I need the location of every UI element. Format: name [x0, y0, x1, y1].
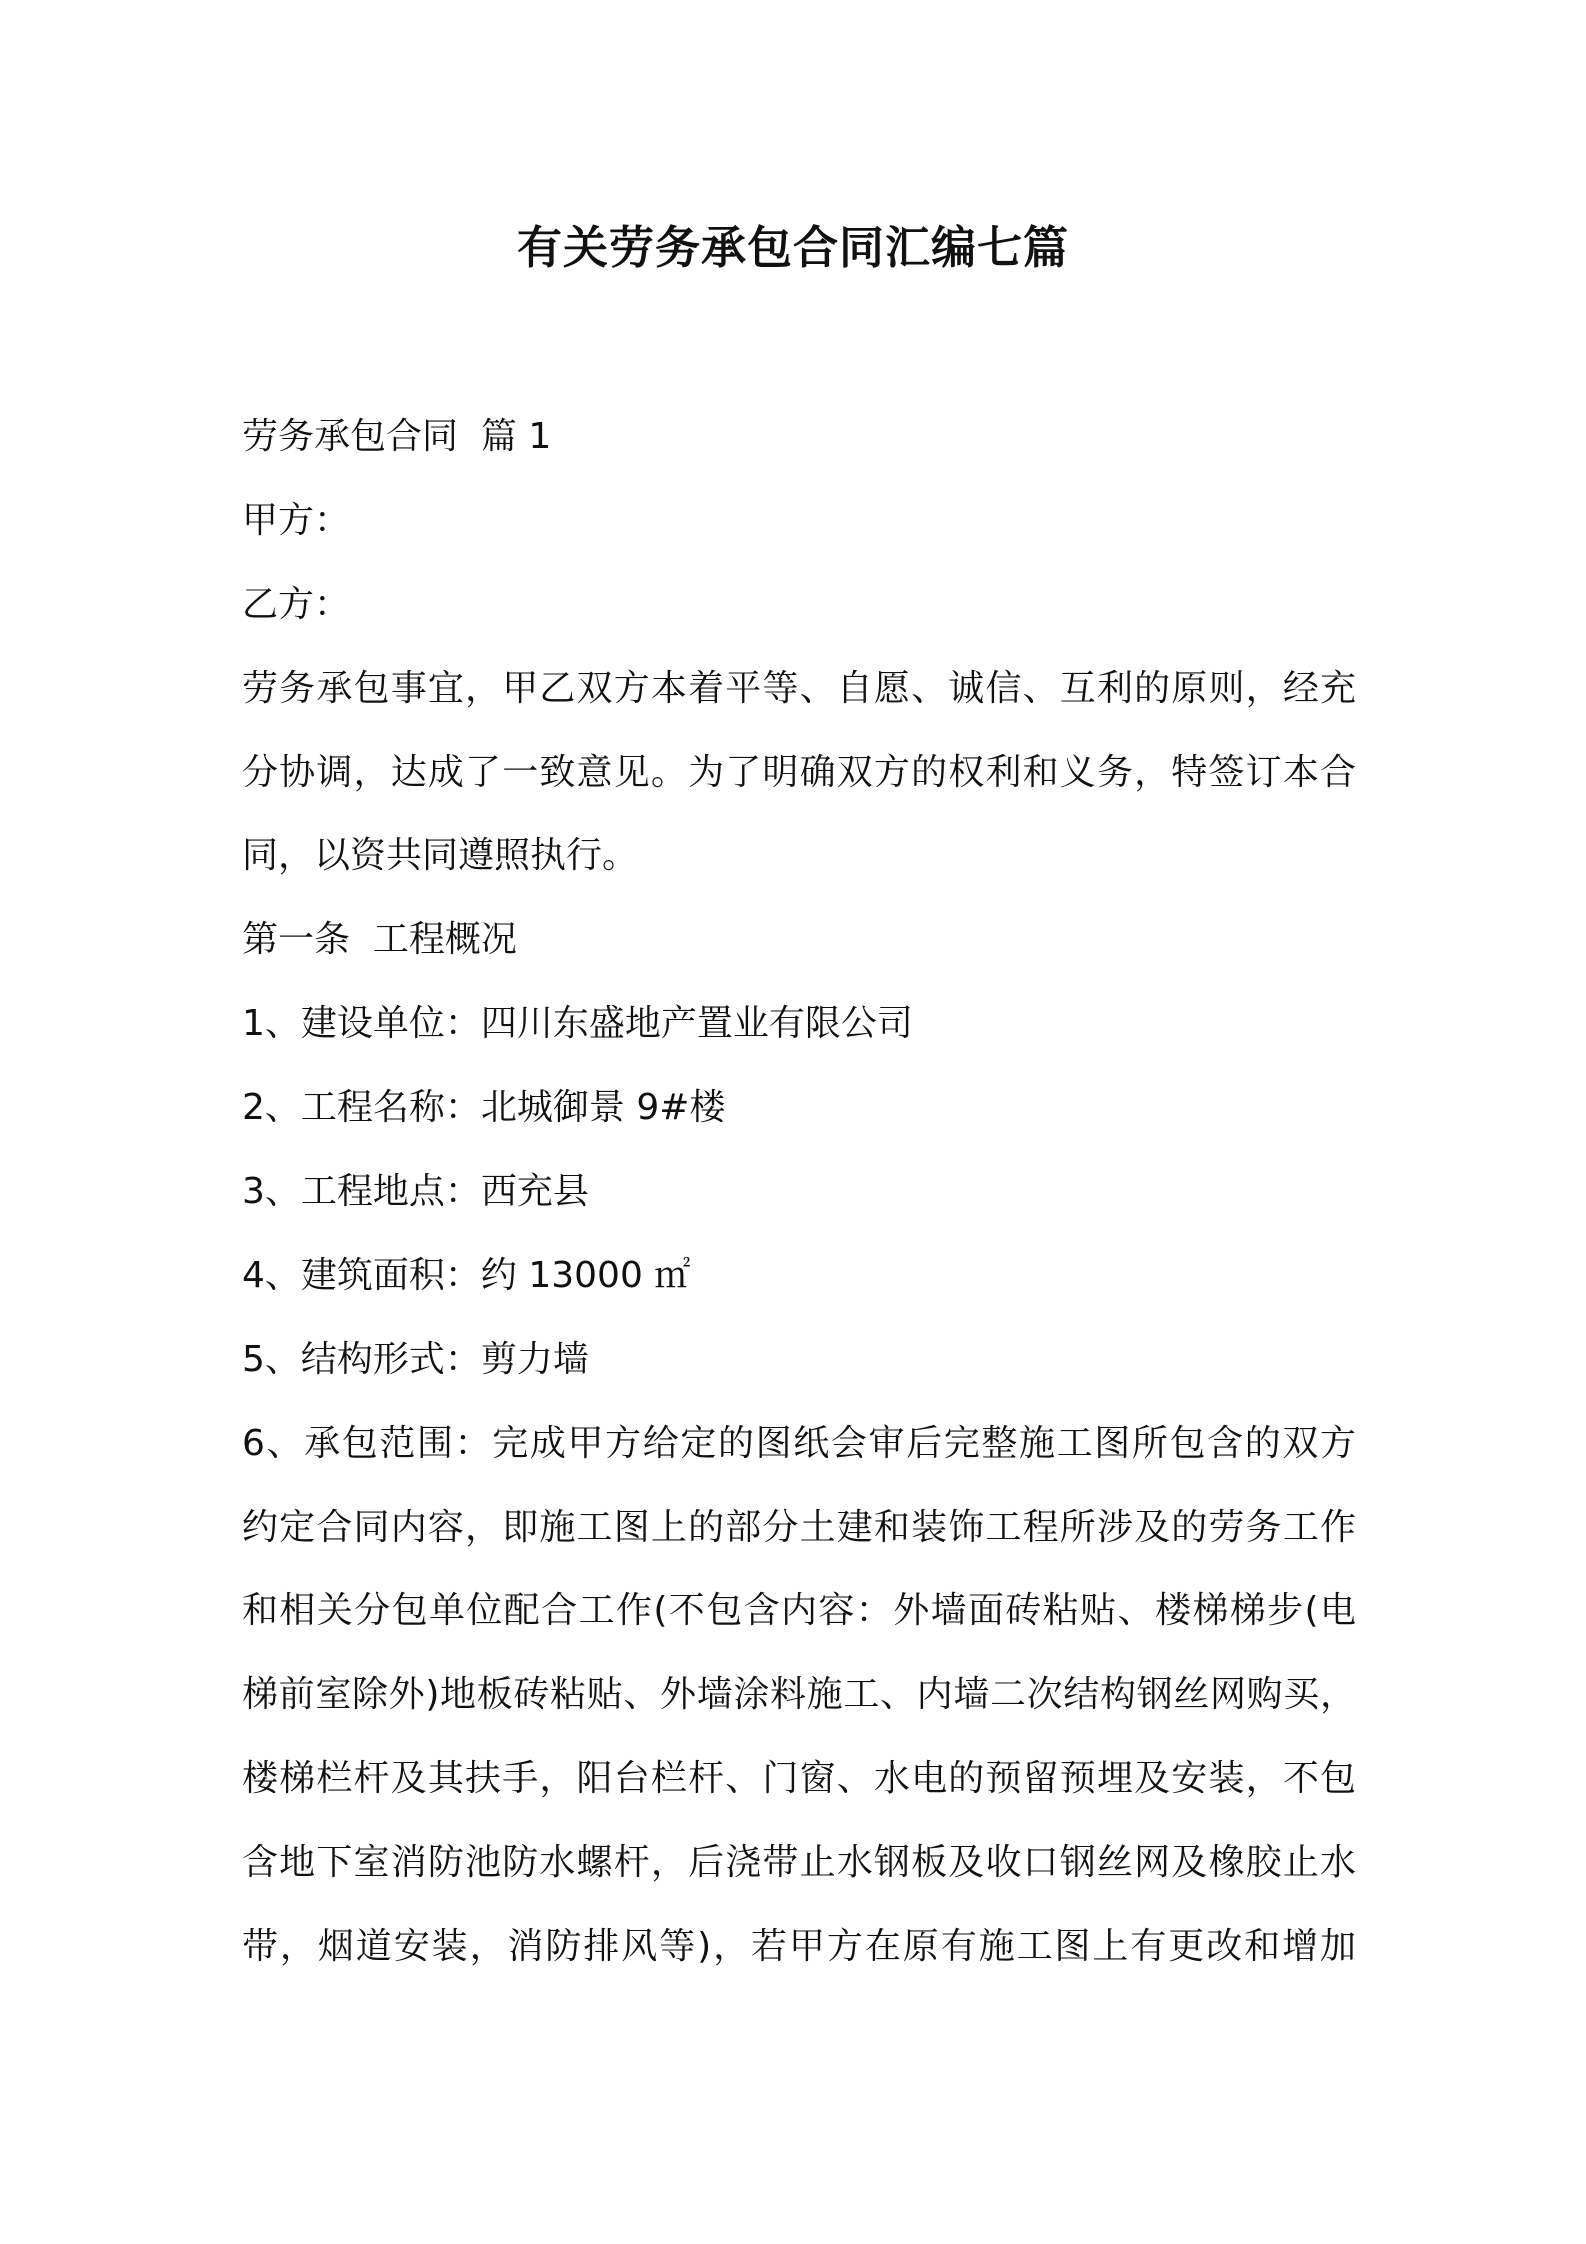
party-b-line: 乙方： [242, 583, 351, 625]
paragraph-line: 和相关分包单位配合工作(不包含内容：外墙面砖粘贴、楼梯梯步(电 [242, 1590, 1356, 1632]
document-title: 有关劳务承包合同汇编七篇 [516, 221, 1069, 274]
paragraph-line: 分协调，达成了一致意见。为了明确双方的权利和义务，特签订本合 [242, 751, 1356, 793]
paragraph-line: 劳务承包事宜，甲乙双方本着平等、自愿、诚信、互利的原则，经充 [242, 667, 1356, 709]
list-item: 4、建筑面积：约 13000 ㎡ [242, 1254, 691, 1296]
project-overview-list [242, 982, 1356, 1401]
section-heading: 劳务承包合同 篇 1 [242, 416, 552, 457]
paragraph-line: 带，烟道安装，消防排风等)，若甲方在原有施工图上有更改和增加 [242, 1926, 1356, 1968]
paragraph-line: 约定合同内容，即施工图上的部分土建和装饰工程所涉及的劳务工作 [242, 1506, 1356, 1548]
document-body [242, 395, 1356, 1989]
paragraph-line: 楼梯栏杆及其扶手，阳台栏杆、门窗、水电的预留预埋及安装，不包 [242, 1758, 1356, 1800]
list-item: 5、结构形式：剪力墙 [242, 1338, 589, 1380]
scope-paragraph [242, 1402, 1356, 1989]
list-item: 3、工程地点：西充县 [242, 1171, 589, 1213]
paragraph-line: 含地下室消防池防水螺杆，后浇带止水钢板及收口钢丝网及橡胶止水 [242, 1842, 1356, 1884]
list-item: 1、建设单位：四川东盛地产置业有限公司 [242, 1003, 913, 1045]
list-item: 2、工程名称：北城御景 9#楼 [242, 1087, 726, 1129]
preamble-paragraph [242, 647, 1356, 899]
paragraph-line: 6、承包范围：完成甲方给定的图纸会审后完整施工图所包含的双方 [242, 1422, 1356, 1464]
party-a-line: 甲方： [242, 499, 351, 541]
article-1-heading: 第一条 工程概况 [242, 919, 517, 961]
paragraph-line: 同，以资共同遵照执行。 [242, 835, 639, 877]
paragraph-line: 梯前室除外)地板砖粘贴、外墙涂料施工、内墙二次结构钢丝网购买， [242, 1674, 1356, 1716]
